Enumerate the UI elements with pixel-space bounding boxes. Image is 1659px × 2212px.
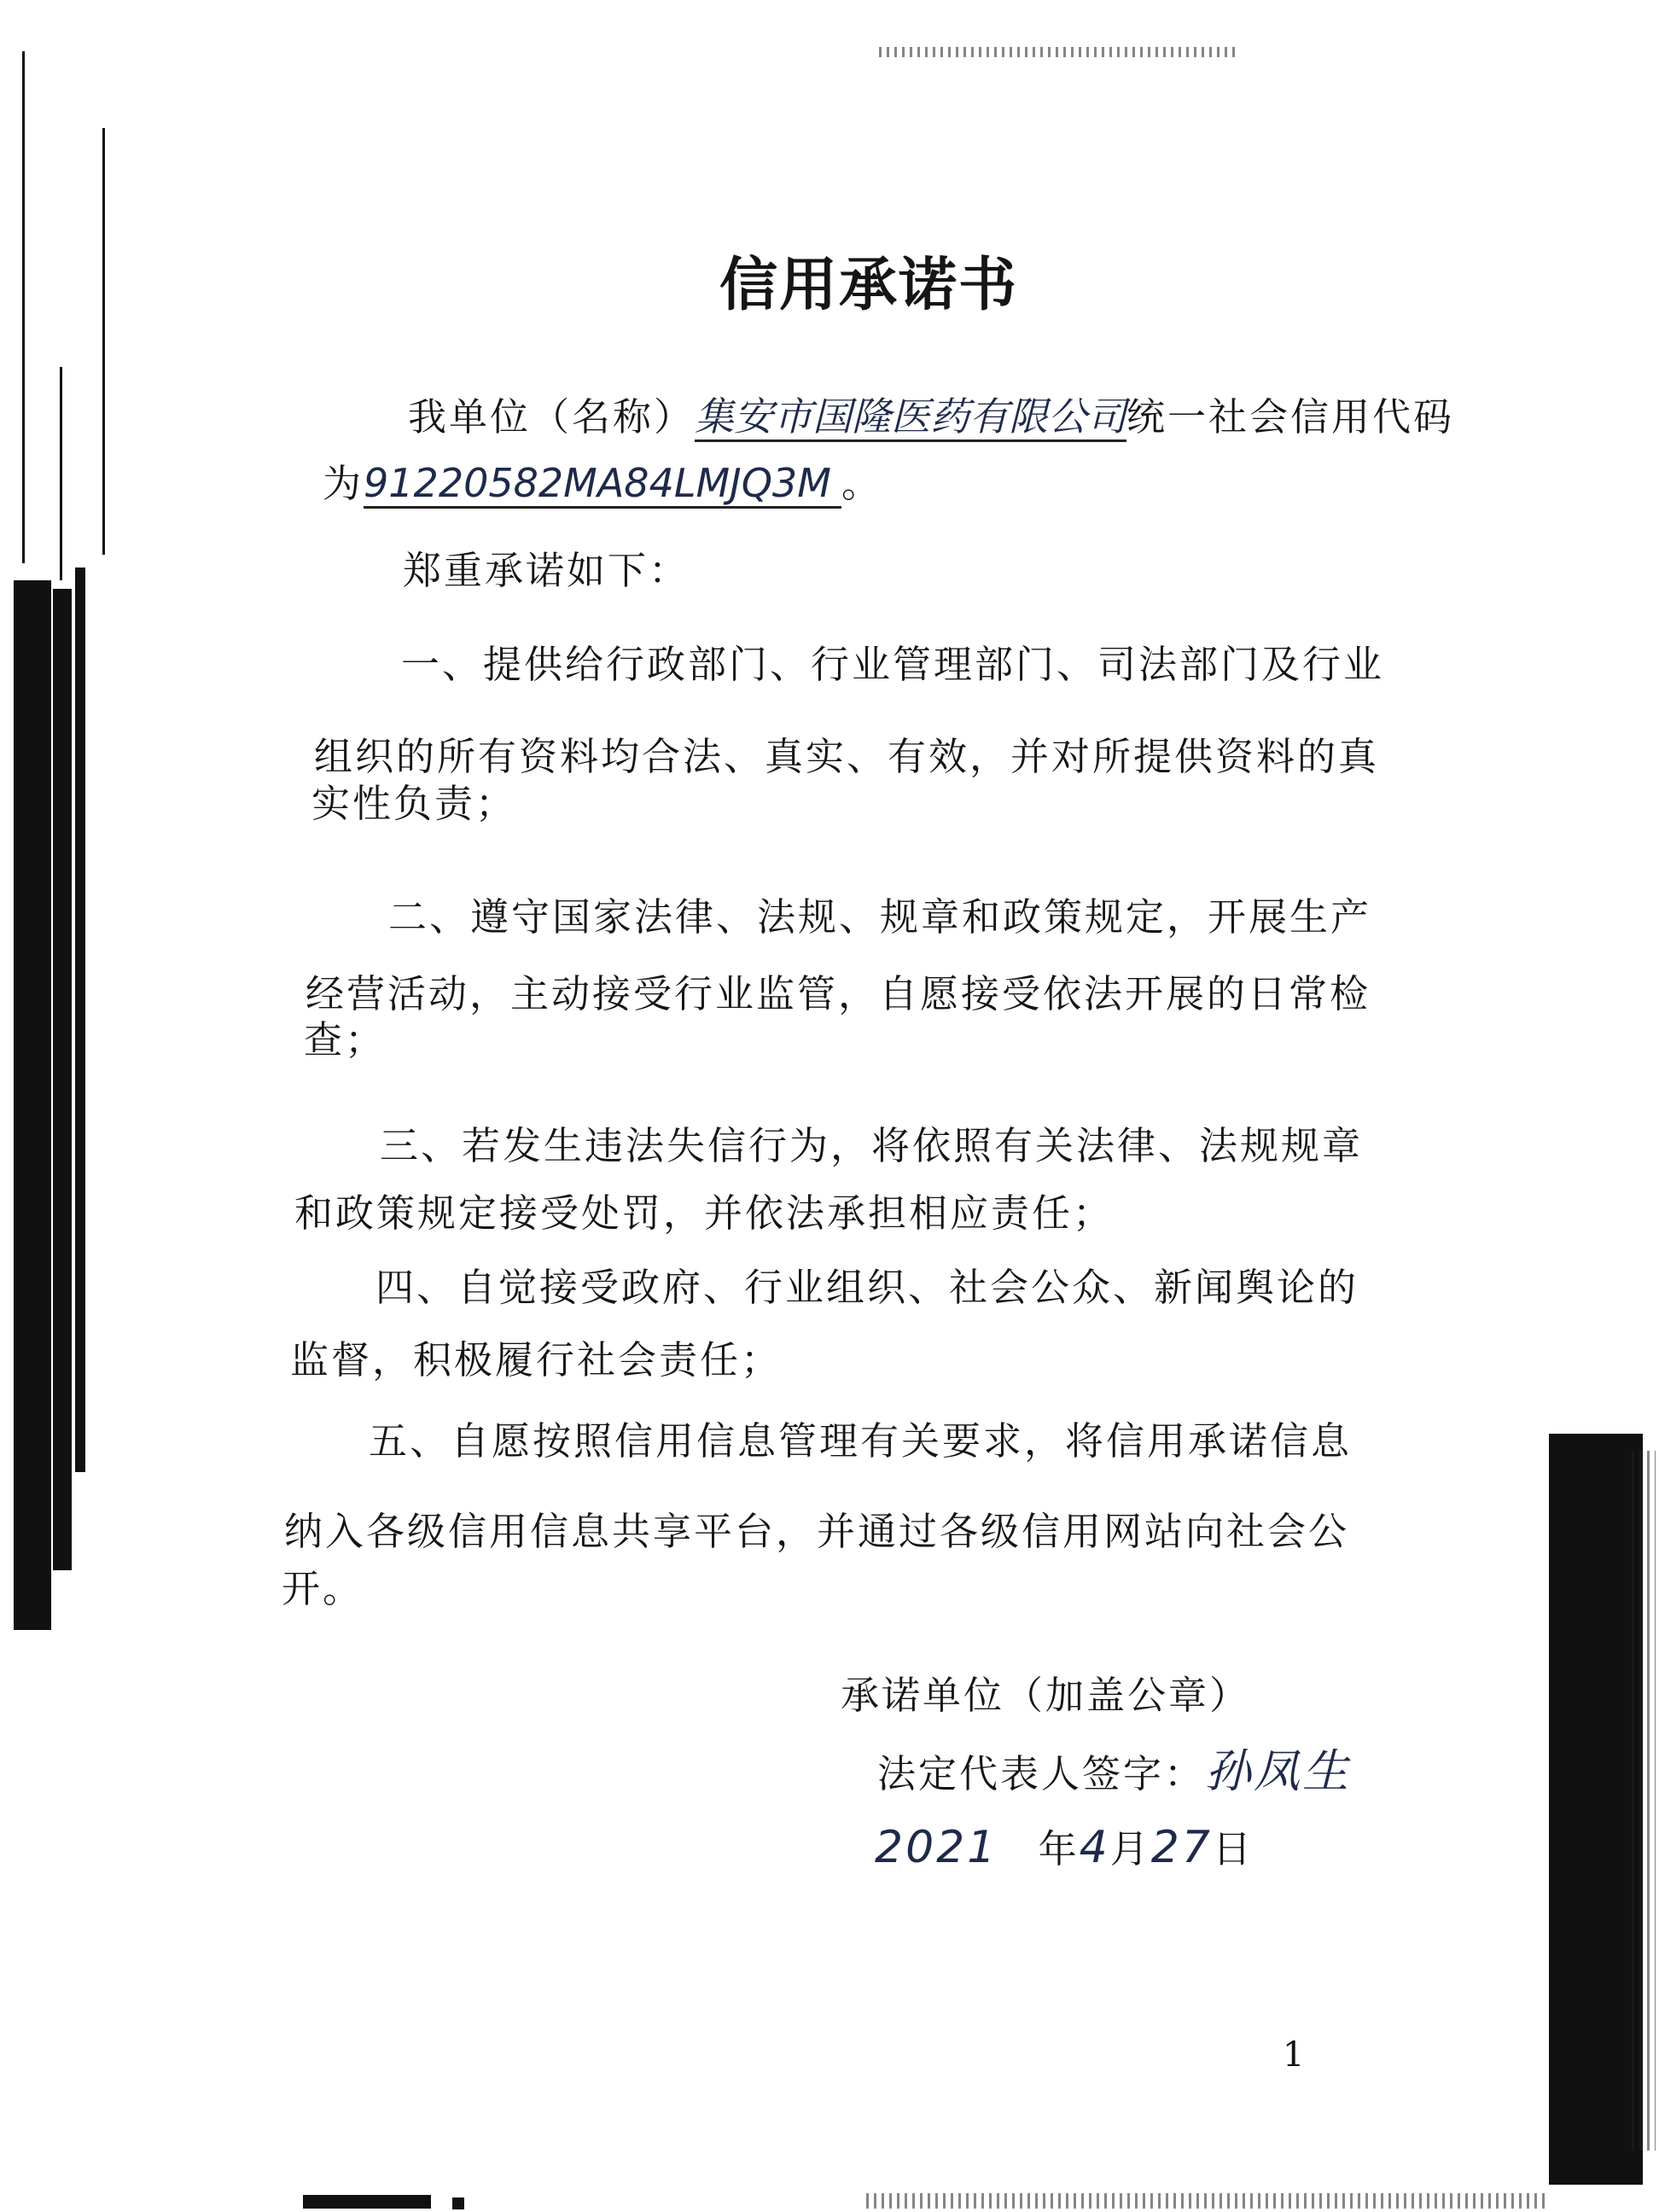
scan-bar-bottom-2 [452,2197,464,2209]
clause-3-line-2: 和政策规定接受处罚，并依法承担相应责任； [294,1190,1115,1236]
scan-noise-bottom [866,2193,1549,2209]
intro-suffix: 统一社会信用代码 [1126,394,1455,439]
intro-line-1 [408,386,1454,442]
clause-1-line-2: 组织的所有资料均合法、真实、有效，并对所提供资料的真 [314,734,1380,779]
clause-1-line-1: 一、提供给行政部门、行业管理部门、司法部门及行业 [401,642,1385,687]
day-label: 日 [1212,1826,1254,1871]
clause-1-line-3: 实性负责； [311,781,517,826]
scan-line-left-6 [22,51,25,563]
clause-2-line-1: 二、遵守国家法律、法规、规章和政策规定，开展生产 [388,894,1372,940]
pledge-heading: 郑重承诺如下： [403,548,690,593]
scan-bar-bottom-1 [303,2195,431,2209]
intro-line-2 [323,452,882,509]
clause-4-line-1: 四、自觉接受政府、行业组织、社会公众、新闻舆论的 [375,1265,1359,1310]
legal-rep-signature: 孙凤生 [1205,1744,1352,1798]
legal-rep-line [877,1735,1351,1801]
document-title: 信用承诺书 [719,252,1019,319]
date-month: 4 [1079,1822,1110,1873]
clause-5-line-3: 开。 [282,1566,364,1611]
clause-2-line-2: 经营活动，主动接受行业监管，自愿接受依法开展的日常检 [306,971,1371,1016]
intro-prefix: 我单位（名称） [408,394,696,439]
scan-bar-left-2 [53,589,72,1570]
date-year: 2021 [875,1822,998,1873]
scan-noise-right [1632,1451,1656,2151]
company-name-handwritten: 集安市国隆医药有限公司 [695,393,1126,442]
code-prefix: 为 [323,461,364,506]
credit-code-handwritten: 91220582MA84LMJQ3M [364,460,841,509]
scan-line-left-4 [60,367,62,580]
date-line [875,1818,1254,1873]
clause-4-line-2: 监督，积极履行社会责任； [290,1337,783,1382]
code-end: 。 [841,461,883,506]
clause-2-line-3: 查； [304,1017,387,1062]
legal-rep-label: 法定代表人签字： [877,1751,1206,1796]
scan-bar-left-1 [14,580,51,1630]
scan-line-left-5 [102,128,105,555]
clause-3-line-1: 三、若发生违法失信行为，将依照有关法律、法规规章 [380,1123,1364,1168]
page-number: 1 [1283,2035,1305,2075]
month-label: 月 [1109,1826,1151,1871]
scan-noise-top [879,47,1237,57]
scan-bar-right-1 [1549,1434,1643,2185]
clause-5-line-1: 五、自愿按照信用信息管理有关要求，将信用承诺信息 [369,1418,1353,1464]
year-label: 年 [1038,1826,1080,1871]
date-day: 27 [1150,1822,1213,1873]
signing-unit-label: 承诺单位（加盖公章） [841,1673,1251,1718]
clause-5-line-2: 纳入各级信用信息共享平台，并通过各级信用网站向社会公 [284,1509,1350,1554]
scan-bar-left-3 [75,568,85,1472]
